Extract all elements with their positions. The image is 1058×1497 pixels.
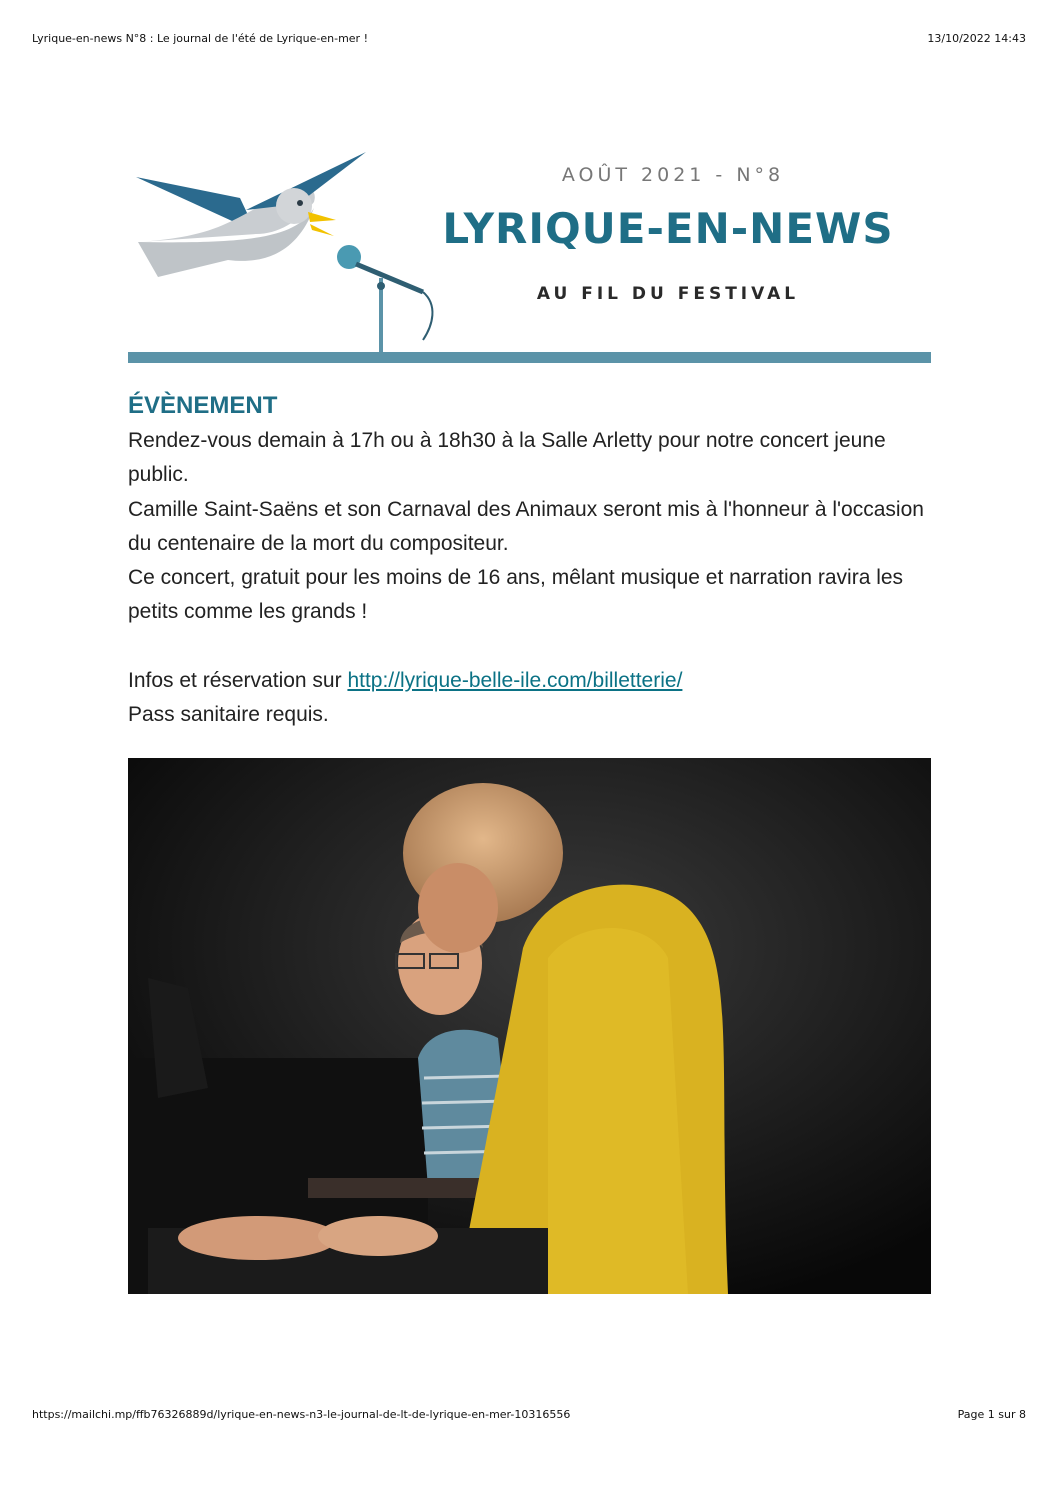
print-header-datetime: 13/10/2022 14:43 bbox=[927, 32, 1026, 45]
event-paragraph-3: Ce concert, gratuit pour les moins de 16 ans, mêlant musique et narration ravira les petits comme les grands ! bbox=[128, 566, 904, 624]
event-paragraph-2: Camille Saint-Saëns et son Carnaval des Animaux seront mis à l'honneur à l'occasion du centenaire de la mort du compositeur. bbox=[128, 497, 924, 555]
section-heading: ÉVÈNEMENT bbox=[128, 392, 278, 419]
event-section bbox=[128, 392, 931, 732]
info-prefix: Infos et réservation sur bbox=[128, 668, 348, 692]
pianists-photo-image bbox=[128, 758, 931, 1294]
ticketing-link[interactable]: http://lyrique-belle-ile.com/billetterie/ bbox=[347, 668, 683, 692]
banner-divider bbox=[128, 352, 931, 363]
newsletter-title: LYRIQUE-EN-NEWS bbox=[442, 204, 894, 253]
concert-photo bbox=[128, 758, 931, 1294]
issue-date: AOÛT 2021 - N°8 bbox=[561, 164, 785, 186]
pass-notice: Pass sanitaire requis. bbox=[128, 703, 329, 727]
event-paragraph-1: Rendez-vous demain à 17h ou à 18h30 à la Salle Arletty pour notre concert jeune public. bbox=[128, 429, 886, 487]
print-footer-url: https://mailchi.mp/ffb76326889d/lyrique-en-news-n3-le-journal-de-lt-de-lyrique-en-mer-10316556 bbox=[32, 1408, 571, 1421]
info-line bbox=[128, 664, 931, 698]
newsletter-tagline: AU FIL DU FESTIVAL bbox=[536, 284, 800, 304]
print-header-title: Lyrique-en-news N°8 : Le journal de l'été de Lyrique-en-mer ! bbox=[32, 32, 368, 45]
print-footer-page: Page 1 sur 8 bbox=[957, 1408, 1026, 1421]
newsletter-banner bbox=[128, 140, 931, 365]
